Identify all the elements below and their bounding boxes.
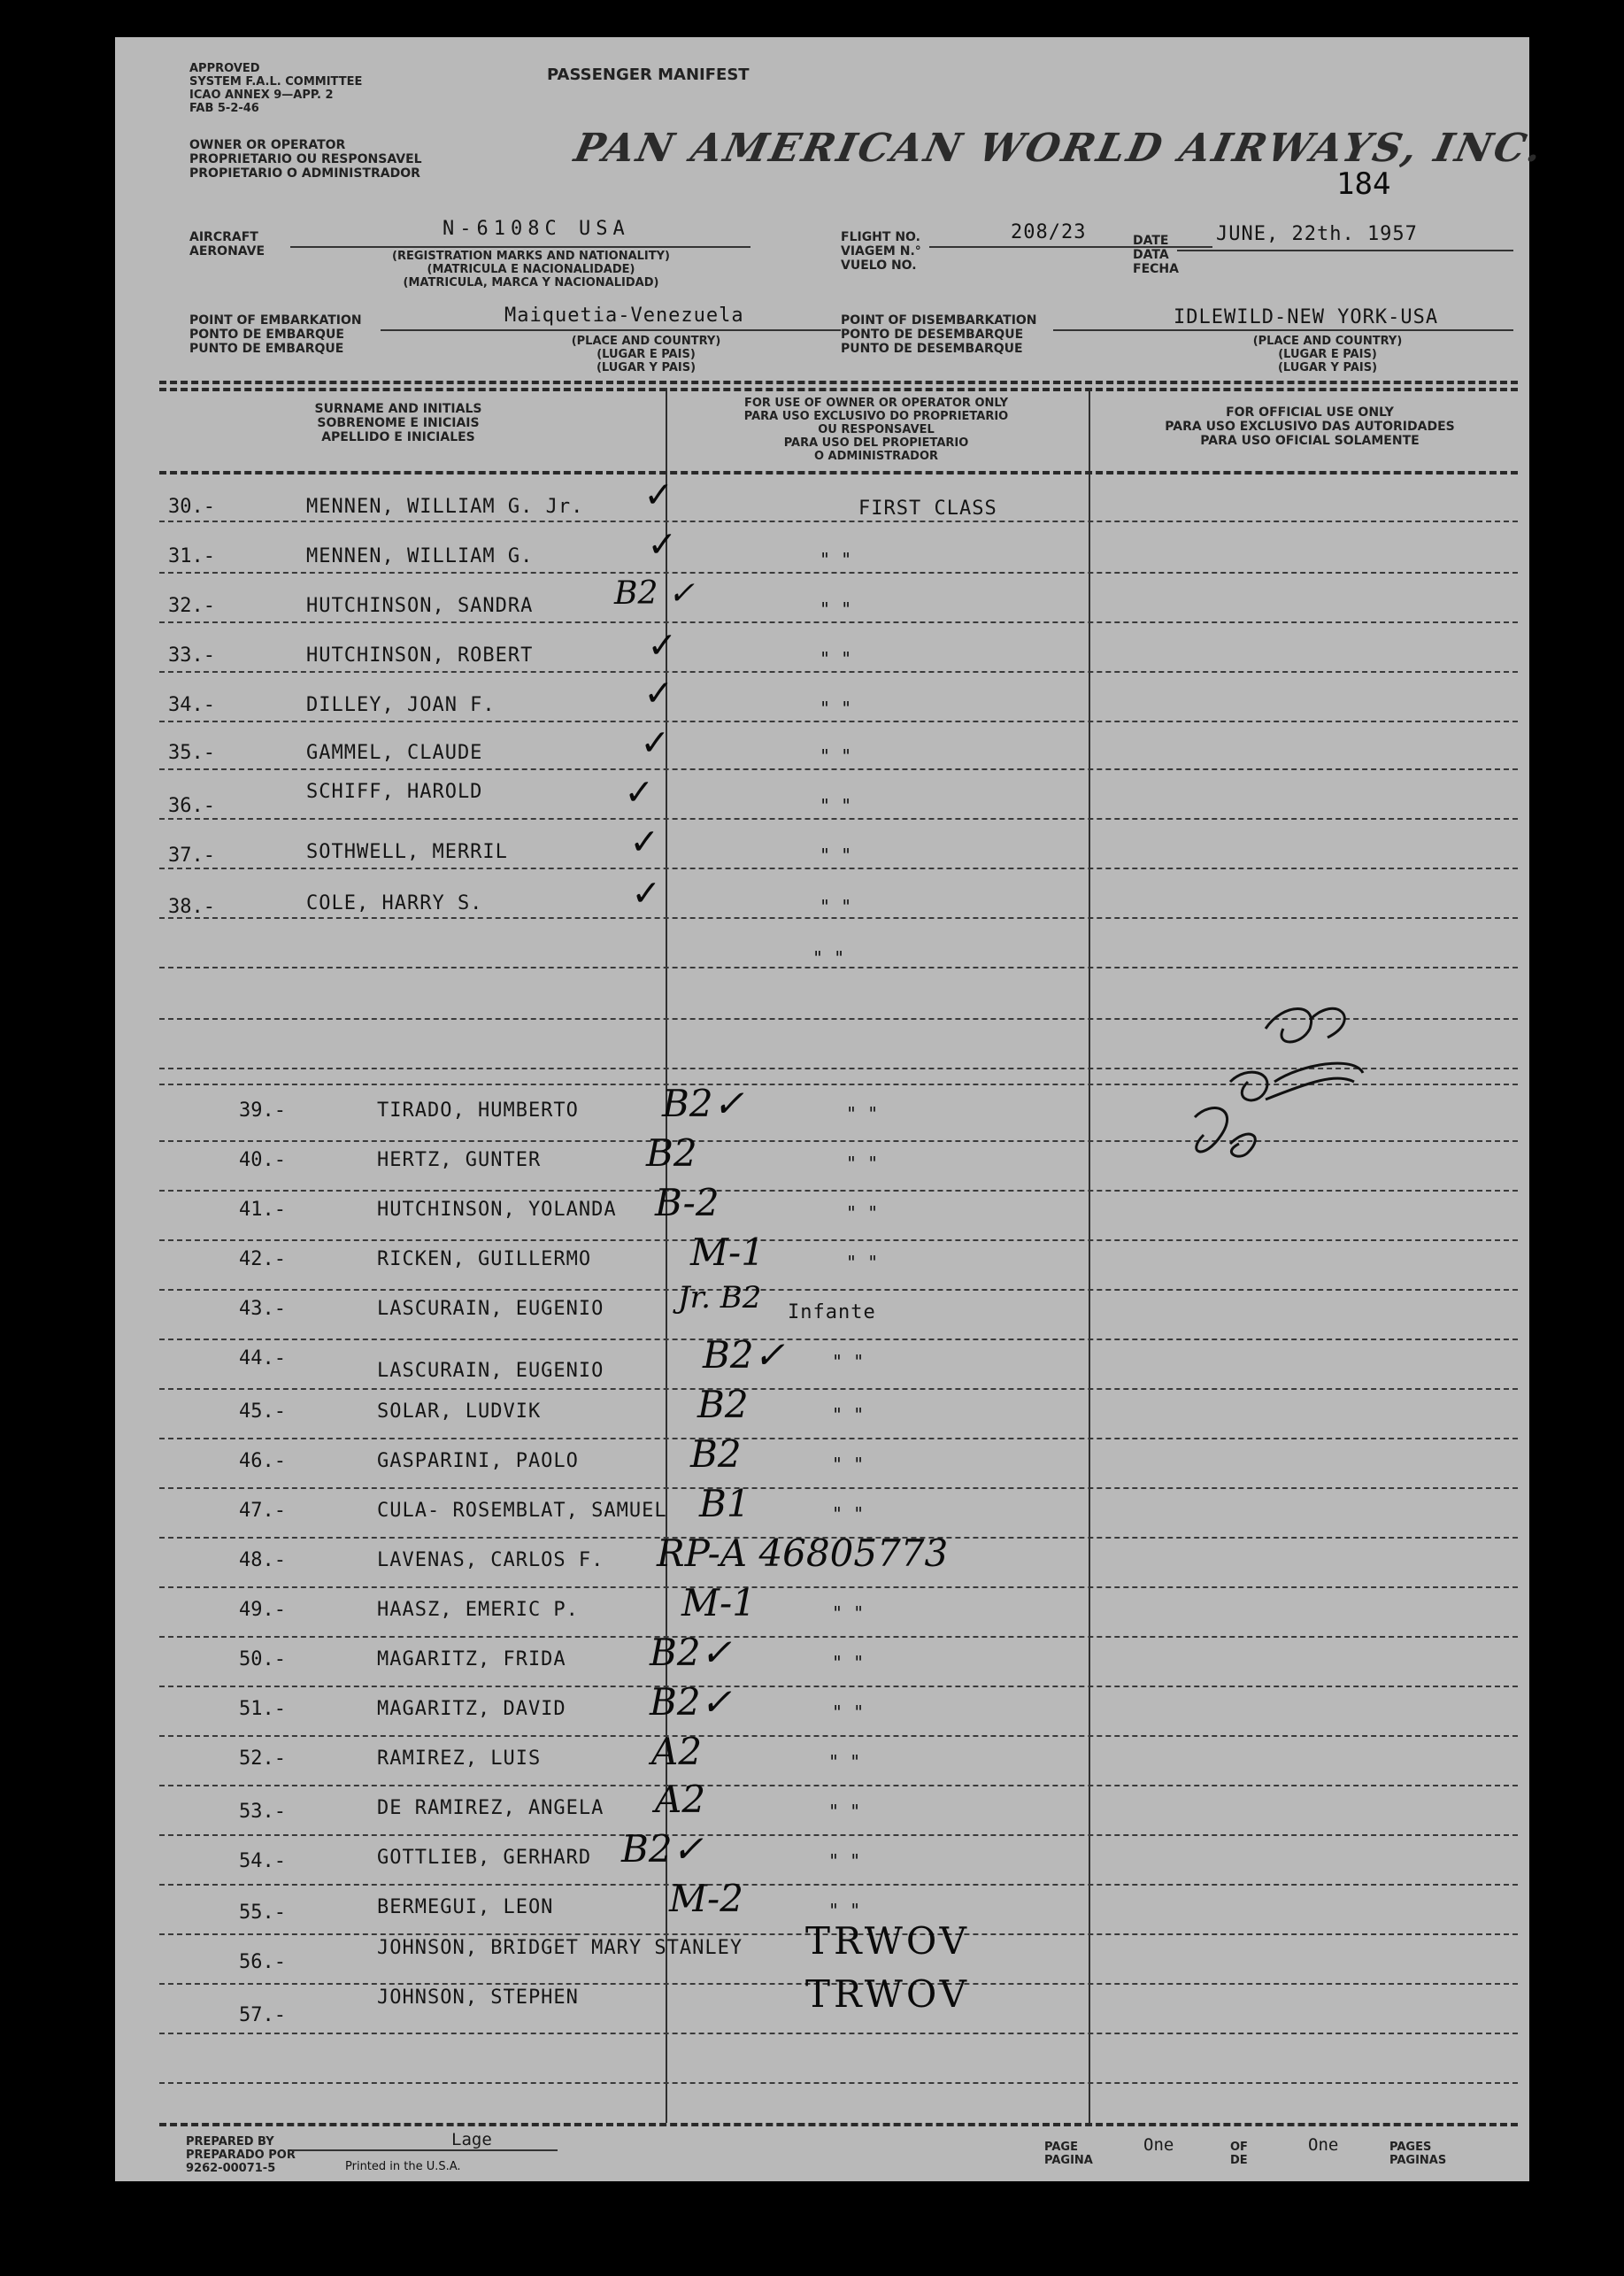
row-number: 56.- <box>239 1951 286 1973</box>
ditto-note: " " <box>846 1202 879 1223</box>
embark-label: POINT OF EMBARKATION <box>189 313 362 328</box>
column-header-line: SURNAME AND INITIALS <box>314 402 482 416</box>
ditto-note: " " <box>832 1351 865 1372</box>
ditto-note: " " <box>820 648 852 669</box>
date-value: JUNE, 22th. 1957 <box>1216 223 1418 245</box>
row-rule <box>159 1487 1518 1489</box>
aircraft-labels <box>189 230 265 258</box>
visa-mark: B2✓ <box>650 1631 732 1674</box>
passenger-name: GAMMEL, CLAUDE <box>306 742 483 764</box>
ditto-note: " " <box>832 1503 865 1524</box>
passenger-name: GOTTLIEB, GERHARD <box>377 1847 592 1869</box>
check-mark: ✓ <box>650 519 674 567</box>
disembark-underline <box>1053 329 1513 331</box>
visa-mark: M-1 <box>681 1581 756 1624</box>
passenger-name: MENNEN, WILLIAM G. Jr. <box>306 496 584 518</box>
row-rule <box>159 818 1518 820</box>
place-label: (LUGAR E PAIS) <box>596 348 696 361</box>
airline-name: PAN AMERICAN WORLD AIRWAYS, INC. <box>570 126 1549 171</box>
row-number: 30.- <box>168 496 215 518</box>
row-rule <box>159 521 1518 522</box>
row-rule <box>159 1785 1518 1786</box>
disembark-label: PUNTO DE DESEMBARQUE <box>841 342 1023 356</box>
ditto-note: " " <box>832 1454 865 1475</box>
row-number: 50.- <box>239 1648 286 1670</box>
passenger-name: MENNEN, WILLIAM G. <box>306 545 534 567</box>
of-label: DE <box>1230 2154 1248 2167</box>
ditto-note: " " <box>832 1404 865 1425</box>
check-mark: ✓ <box>634 868 658 915</box>
row-number: 49.- <box>239 1599 286 1621</box>
owner-labels <box>189 138 422 181</box>
check-mark: ✓ <box>627 767 651 814</box>
visa-mark: B2 <box>697 1383 749 1426</box>
ditto-note: " " <box>846 1103 879 1124</box>
passenger-name: DILLEY, JOAN F. <box>306 694 496 716</box>
passenger-name: RICKEN, GUILLERMO <box>377 1248 592 1270</box>
ditto-note: " " <box>828 1850 861 1871</box>
class-note: FIRST CLASS <box>858 498 997 520</box>
page-label: PAGINA <box>1044 2154 1093 2167</box>
of-labels <box>1230 2141 1248 2167</box>
place-label: (PLACE AND COUNTRY) <box>571 335 721 348</box>
check-mark: ✓ <box>646 667 671 715</box>
ditto-note: " " <box>846 1252 879 1273</box>
prepared-by-value: Lage <box>451 2130 492 2149</box>
passenger-name: HUTCHINSON, ROBERT <box>306 644 534 667</box>
prepared-labels <box>186 2135 296 2175</box>
row-rule <box>159 2033 1518 2034</box>
column-header-line: FOR OFFICIAL USE ONLY <box>1226 405 1394 420</box>
visa-mark: A2 <box>655 1778 706 1821</box>
column-header-line: PARA USO OFICIAL SOLAMENTE <box>1200 434 1420 448</box>
manifest-sheet <box>115 37 1549 2181</box>
ditto-note: " " <box>820 598 852 620</box>
row-rule <box>159 671 1518 673</box>
row-rule <box>159 1586 1518 1588</box>
check-mark: ✓ <box>646 469 671 517</box>
prepared-underline <box>292 2149 558 2151</box>
passenger-name: MAGARITZ, DAVID <box>377 1698 566 1720</box>
visa-mark: B2 <box>646 1131 697 1175</box>
row-number: 48.- <box>239 1549 286 1571</box>
passenger-name: LASCURAIN, EUGENIO <box>377 1360 604 1382</box>
row-rule <box>159 1686 1518 1687</box>
row-rule <box>159 1834 1518 1836</box>
column-header-line: SOBRENOME E INICIAIS <box>317 416 480 430</box>
passenger-name: TIRADO, HUMBERTO <box>377 1099 579 1122</box>
printed-note: Printed in the U.S.A. <box>345 2160 461 2173</box>
page-labels <box>1044 2141 1093 2167</box>
table-top-rule <box>159 388 1518 391</box>
table-bottom-rule <box>159 2123 1518 2126</box>
row-rule <box>159 1735 1518 1737</box>
passenger-name: HERTZ, GUNTER <box>377 1149 542 1171</box>
row-number: 52.- <box>239 1748 286 1770</box>
place-label: (PLACE AND COUNTRY) <box>1252 335 1403 348</box>
row-rule <box>159 1339 1518 1340</box>
pages-label: PAGES <box>1389 2141 1432 2154</box>
approval-line: ICAO ANNEX 9—APP. 2 <box>189 89 334 102</box>
ditto-note: " " <box>820 698 852 719</box>
visa-mark: M-2 <box>669 1877 743 1920</box>
row-rule <box>159 868 1518 869</box>
ditto-note: " " <box>832 1701 865 1723</box>
column-header-line: PARA USO EXCLUSIVO DO PROPRIETARIO <box>743 410 1009 423</box>
passenger-name: HAASZ, EMERIC P. <box>377 1599 579 1621</box>
aircraft-label: AIRCRAFT <box>189 230 258 244</box>
row-number: 54.- <box>239 1850 286 1872</box>
row-rule <box>159 1289 1518 1291</box>
form-title: PASSENGER MANIFEST <box>547 66 750 84</box>
operator-column-header <box>681 397 1071 463</box>
disembark-value: IDLEWILD-NEW YORK-USA <box>1174 306 1439 328</box>
check-mark: ✓ <box>643 717 667 765</box>
visa-mark: B2✓ <box>662 1082 744 1125</box>
total-pages-value: One <box>1308 2135 1339 2155</box>
flight-value: 208/23 <box>1011 221 1087 243</box>
passenger-name: SCHIFF, HAROLD <box>306 781 483 803</box>
row-number: 51.- <box>239 1698 286 1720</box>
row-number: 39.- <box>239 1099 286 1122</box>
table-top-rule <box>159 381 1518 384</box>
passenger-name: BERMEGUI, LEON <box>377 1896 554 1918</box>
row-rule <box>159 621 1518 623</box>
approval-block <box>189 62 362 115</box>
pages-label: PAGINAS <box>1389 2154 1447 2167</box>
place-label: (LUGAR Y PAIS) <box>596 361 697 374</box>
visa-mark: M-1 <box>690 1231 765 1274</box>
row-number: 33.- <box>168 644 215 667</box>
pages-labels <box>1389 2141 1446 2167</box>
embark-labels <box>189 313 362 356</box>
row-number: 32.- <box>168 595 215 617</box>
row-number: 47.- <box>239 1500 286 1522</box>
ditto-note: " " <box>828 1751 861 1772</box>
of-label: OF <box>1230 2141 1248 2154</box>
row-rule <box>159 721 1518 722</box>
visa-mark: B2✓ <box>650 1680 732 1724</box>
ditto-note: " " <box>820 745 852 767</box>
visa-mark: B2 <box>690 1432 742 1476</box>
date-label: FECHA <box>1133 262 1179 276</box>
ditto-note: " " <box>828 1900 861 1921</box>
row-number: 44.- <box>239 1347 286 1369</box>
disembark-label: POINT OF DISEMBARKATION <box>841 313 1037 328</box>
row-rule <box>159 1884 1518 1886</box>
owner-label: OWNER OR OPERATOR <box>189 138 346 152</box>
disembark-labels <box>841 313 1037 356</box>
passport-note: RP-A 46805773 <box>657 1531 949 1575</box>
flight-label: FLIGHT NO. <box>841 230 920 244</box>
passenger-name: CULA- ROSEMBLAT, SAMUEL <box>377 1500 667 1522</box>
approval-line: SYSTEM F.A.L. COMMITTEE <box>189 75 363 89</box>
approval-line: FAB 5-2-46 <box>189 102 259 115</box>
prepared-label: PREPARADO POR <box>186 2149 296 2162</box>
aircraft-sublabel: (MATRICULA, MARCA Y NACIONALIDAD) <box>403 276 659 289</box>
row-rule <box>159 917 1518 919</box>
row-number: 31.- <box>168 545 215 567</box>
passenger-name: MAGARITZ, FRIDA <box>377 1648 566 1670</box>
header-bottom-rule <box>159 471 1518 474</box>
date-labels <box>1133 234 1179 276</box>
visa-mark: B2✓ <box>621 1827 704 1871</box>
page-label: PAGE <box>1044 2141 1078 2154</box>
passenger-name: HUTCHINSON, YOLANDA <box>377 1199 617 1221</box>
row-number: 37.- <box>168 845 215 867</box>
row-number: 36.- <box>168 795 215 817</box>
form-number: 9262-00071-5 <box>186 2162 276 2175</box>
passenger-name: RAMIREZ, LUIS <box>377 1748 542 1770</box>
row-rule <box>159 1438 1518 1439</box>
row-number: 43.- <box>239 1298 286 1320</box>
prepared-label: PREPARED BY <box>186 2135 274 2149</box>
passenger-name: DE RAMIREZ, ANGELA <box>377 1797 604 1819</box>
embark-label: PUNTO DE EMBARQUE <box>189 342 344 356</box>
visa-mark: B-2 <box>655 1181 720 1224</box>
column-header-line: PARA USO DEL PROPIETARIO <box>783 436 969 450</box>
column-divider <box>1089 388 1090 2123</box>
class-note: Infante <box>788 1301 876 1323</box>
ditto-note: " " <box>820 795 852 816</box>
date-label: DATA <box>1133 248 1169 262</box>
ditto-note: " " <box>820 845 852 866</box>
place-label: (LUGAR E PAIS) <box>1278 348 1377 361</box>
row-number: 40.- <box>239 1149 286 1171</box>
official-scribble-mark <box>1177 967 1372 1197</box>
passenger-name: HUTCHINSON, SANDRA <box>306 595 534 617</box>
embark-place-labels <box>504 335 788 374</box>
disembark-label: PONTO DE DESEMBARQUE <box>841 328 1024 342</box>
row-rule <box>159 1239 1518 1241</box>
embark-label: PONTO DE EMBARQUE <box>189 328 344 342</box>
column-header-line: O ADMINISTRADOR <box>813 450 939 463</box>
column-header-line: FOR USE OF OWNER OR OPERATOR ONLY <box>743 397 1009 410</box>
aircraft-sublabels <box>381 250 681 289</box>
place-label: (LUGAR Y PAIS) <box>1277 361 1378 374</box>
row-rule <box>159 1636 1518 1638</box>
official-column-header <box>1106 405 1513 448</box>
flight-label: VIAGEM N.° <box>841 244 921 258</box>
visa-mark: A2 <box>651 1730 703 1773</box>
ditto-note: " " <box>820 549 852 570</box>
names-column-header <box>212 402 584 444</box>
row-rule <box>159 2082 1518 2084</box>
ditto-note: " " <box>828 1801 861 1822</box>
row-number: 42.- <box>239 1248 286 1270</box>
ditto-note: " " <box>846 1153 879 1174</box>
row-rule <box>159 768 1518 770</box>
visa-mark: TRWOV <box>805 1972 970 2016</box>
check-mark: ✓ <box>632 816 657 864</box>
date-underline <box>1177 250 1513 251</box>
row-number: 45.- <box>239 1400 286 1423</box>
column-header-line: OU RESPONSAVEL <box>818 423 935 436</box>
passenger-name: LAVENAS, CARLOS F. <box>377 1549 604 1571</box>
owner-label: PROPIETARIO O ADMINISTRADOR <box>189 166 420 181</box>
row-rule <box>159 572 1518 574</box>
passenger-name: JOHNSON, BRIDGET MARY STANLEY <box>377 1937 743 1959</box>
passenger-name: COLE, HARRY S. <box>306 892 483 914</box>
ditto-note: " " <box>812 947 845 968</box>
visa-mark: B1 <box>699 1482 750 1525</box>
passenger-name: JOHNSON, STEPHEN <box>377 1987 579 2009</box>
passenger-name: GASPARINI, PAOLO <box>377 1450 579 1472</box>
row-rule <box>159 1388 1518 1390</box>
row-number: 55.- <box>239 1902 286 1924</box>
aircraft-value: N-6108C USA <box>443 218 630 240</box>
check-mark: ✓ <box>650 620 674 667</box>
row-number: 41.- <box>239 1199 286 1221</box>
visa-mark: Jr. B2 <box>678 1280 762 1315</box>
row-number: 46.- <box>239 1450 286 1472</box>
page-value: One <box>1143 2135 1174 2155</box>
visa-mark: TRWOV <box>805 1919 970 1963</box>
owner-label: PROPRIETARIO OU RESPONSAVEL <box>189 152 422 166</box>
sheet-number: 184 <box>1336 166 1391 202</box>
row-number: 53.- <box>239 1801 286 1823</box>
approval-line: APPROVED <box>189 62 260 75</box>
date-label: DATE <box>1133 234 1169 248</box>
aircraft-label: AERONAVE <box>189 244 266 258</box>
column-header-line: PARA USO EXCLUSIVO DAS AUTORIDADES <box>1165 420 1455 434</box>
aircraft-sublabel: (REGISTRATION MARKS AND NATIONALITY) <box>392 250 670 263</box>
passenger-name: SOTHWELL, MERRIL <box>306 841 508 863</box>
ditto-note: " " <box>832 1652 865 1673</box>
flight-label: VUELO NO. <box>841 258 917 273</box>
row-number: 38.- <box>168 896 215 918</box>
visa-mark: B2✓ <box>703 1333 785 1377</box>
embark-underline <box>381 329 841 331</box>
row-number: 35.- <box>168 742 215 764</box>
column-header-line: APELLIDO E INICIALES <box>321 430 475 444</box>
aircraft-sublabel: (MATRICULA E NACIONALIDADE) <box>427 263 635 276</box>
embark-value: Maiquetia-Venezuela <box>504 305 744 327</box>
ditto-note: " " <box>832 1602 865 1624</box>
row-number: 34.- <box>168 694 215 716</box>
visa-mark: B2 ✓ <box>614 575 695 612</box>
passenger-name: SOLAR, LUDVIK <box>377 1400 542 1423</box>
passenger-name: LASCURAIN, EUGENIO <box>377 1298 604 1320</box>
disembark-place-labels <box>1186 335 1469 374</box>
flight-labels <box>841 230 921 273</box>
ditto-note: " " <box>820 896 852 917</box>
row-number: 57.- <box>239 2004 286 2026</box>
aircraft-underline <box>290 246 750 248</box>
